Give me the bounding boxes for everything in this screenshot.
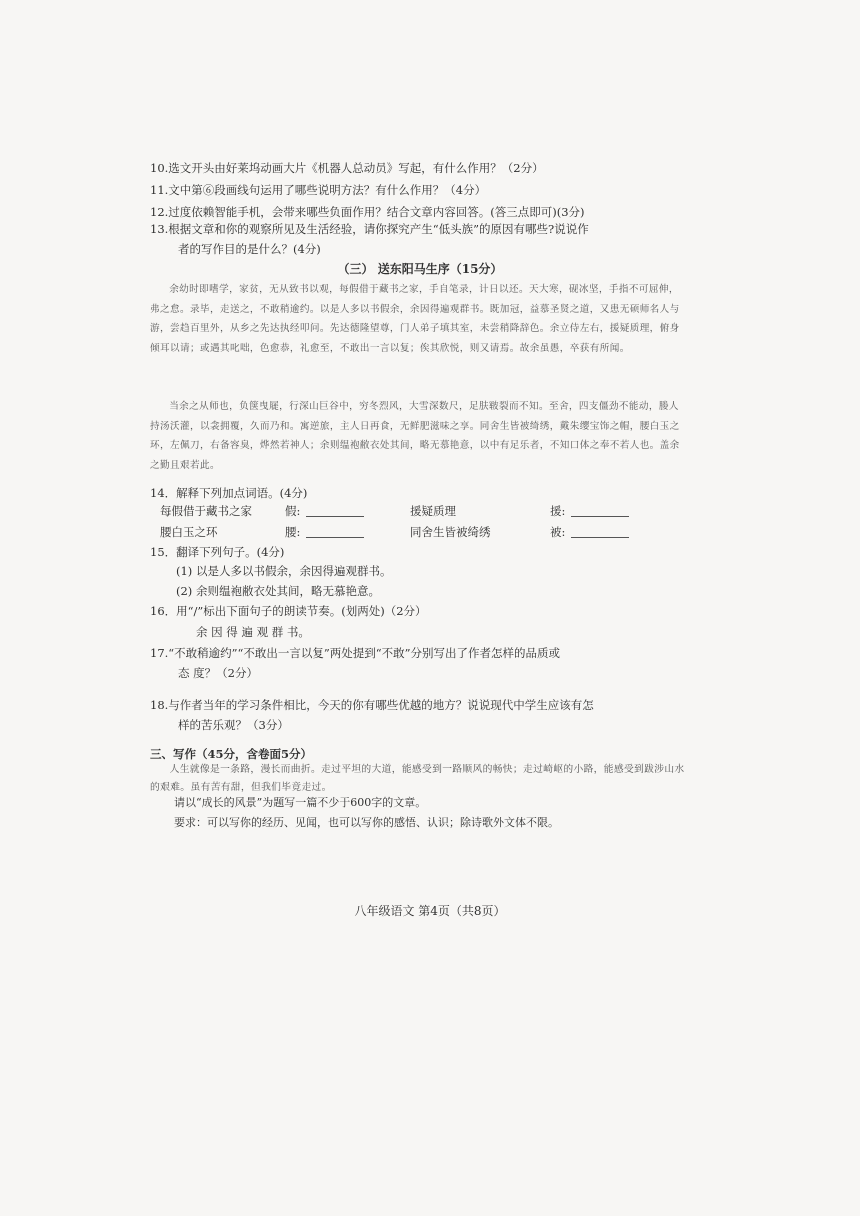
q14-phrase-3: 腰白玉之环: [160, 524, 218, 539]
question-15-sentence-1: (1) 以是人多以书假余，余因得遍观群书。: [176, 564, 392, 578]
writing-requirements: 要求：可以写你的经历、见闻，也可以写你的感悟、认识；除诗歌外文体不限。: [174, 816, 559, 829]
question-15-sentence-2: (2) 余则缊袍敝衣处其间，略无慕艳意。: [176, 584, 380, 598]
question-13-line1: 13.根据文章和你的观察所见及生活经验，请你探究产生“低头族”的原因有哪些?说说作: [150, 222, 589, 236]
q14-answer-1[interactable]: 假:: [285, 503, 410, 519]
q14-table: [160, 500, 660, 542]
writing-section-title: 三、写作（45分，含卷面5分）: [150, 747, 313, 761]
question-18-line1: 18.与作者当年的学习条件相比，今天的你有哪些优越的地方？说说现代中学生应该有怎: [150, 698, 594, 712]
question-17-line2: 态 度？（2分）: [178, 666, 258, 680]
answer-blank[interactable]: [306, 525, 364, 538]
q14-answer-3[interactable]: 腰:: [285, 524, 410, 540]
question-13-line2: 者的写作目的是什么？(4分): [178, 242, 321, 256]
page-footer: 八年级语文 第4页（共8页）: [354, 904, 506, 918]
passage-paragraph-1: 余幼时即嗜学，家贫，无从致书以观，每假借于藏书之家，手自笔录，计日以还。天大寒，砚冰坚，手指不可屈伸，弗之怠。录毕，走送之，不敢稍逾约。以是人多以书假余，余因得遍观群书。既加冠，益慕圣贤之道，又患无硕师名人与游，尝趋百里外，从乡之先达执经叩问。先达德隆望尊，门人弟子填其室，未尝稍降辞色。余立侍左右，援疑质理，俯身倾耳以请；或遇其叱咄，色愈恭，礼愈至，不敢出一言以复；俟其欣悦，则又请焉。故余虽愚，卒获有所闻。: [150, 284, 680, 354]
q14-phrase-1: 每假借于藏书之家: [160, 503, 252, 518]
question-17-line1: 17.“不敢稍逾约”“不敢出一言以复”两处提到“不敢”分别写出了作者怎样的品质或: [150, 646, 561, 660]
question-18-line2: 样的苦乐观？（3分）: [178, 718, 289, 732]
writing-task: 请以“成长的风景”为题写一篇不少于600字的文章。: [174, 796, 427, 809]
q14-phrase-2: 援疑质理: [410, 503, 456, 518]
q14-row-1: [160, 500, 660, 521]
q14-row-2: [160, 521, 660, 542]
question-10: 10.选文开头由好莱坞动画大片《机器人总动员》写起，有什么作用？（2分）: [150, 161, 544, 175]
question-14: 14．解释下列加点词语。(4分): [150, 486, 308, 500]
question-15: 15．翻译下列句子。(4分): [150, 545, 285, 559]
q14-answer-4[interactable]: 被:: [550, 524, 660, 540]
passage-paragraph-2: 当余之从师也，负箧曳屣，行深山巨谷中，穷冬烈风，大雪深数尺，足肤皲裂而不知。至舍，四支僵劲不能动，媵人持汤沃灌，以衾拥覆，久而乃和。寓逆旅，主人日再食，无鲜肥滋味之享。同舍生皆被绮绣，戴朱缨宝饰之帽，腰白玉之环，左佩刀，右备容臭，烨然若神人；余则缊袍敝衣处其间，略无慕艳意，以中有足乐者，不知口体之奉不若人也。盖余之勤且艰若此。: [150, 401, 680, 471]
answer-blank[interactable]: [571, 504, 629, 517]
section-3-title: （三） 送东阳马生序（15分）: [337, 262, 503, 276]
writing-prompt: 人生就像是一条路，漫长而曲折。走过平坦的大道，能感受到一路顺风的畅快；走过崎岖的小路，能感受到跋涉山水的艰难。虽有苦有甜，但我们毕竟走过。: [150, 764, 685, 793]
question-12: 12.过度依赖智能手机，会带来哪些负面作用？结合文章内容回答。(答三点即可)(3分): [150, 205, 585, 219]
answer-blank[interactable]: [571, 525, 629, 538]
q14-phrase-4: 同舍生皆被绮绣: [410, 524, 491, 539]
question-16: 16．用“/”标出下面句子的朗读节奏。(划两处)（2分）: [150, 604, 427, 618]
question-11: 11.文中第⑥段画线句运用了哪些说明方法？有什么作用？（4分）: [150, 183, 487, 197]
question-16-sentence: 余 因 得 遍 观 群 书。: [196, 625, 310, 639]
q14-answer-2[interactable]: 援:: [550, 503, 660, 519]
answer-blank[interactable]: [306, 504, 364, 517]
